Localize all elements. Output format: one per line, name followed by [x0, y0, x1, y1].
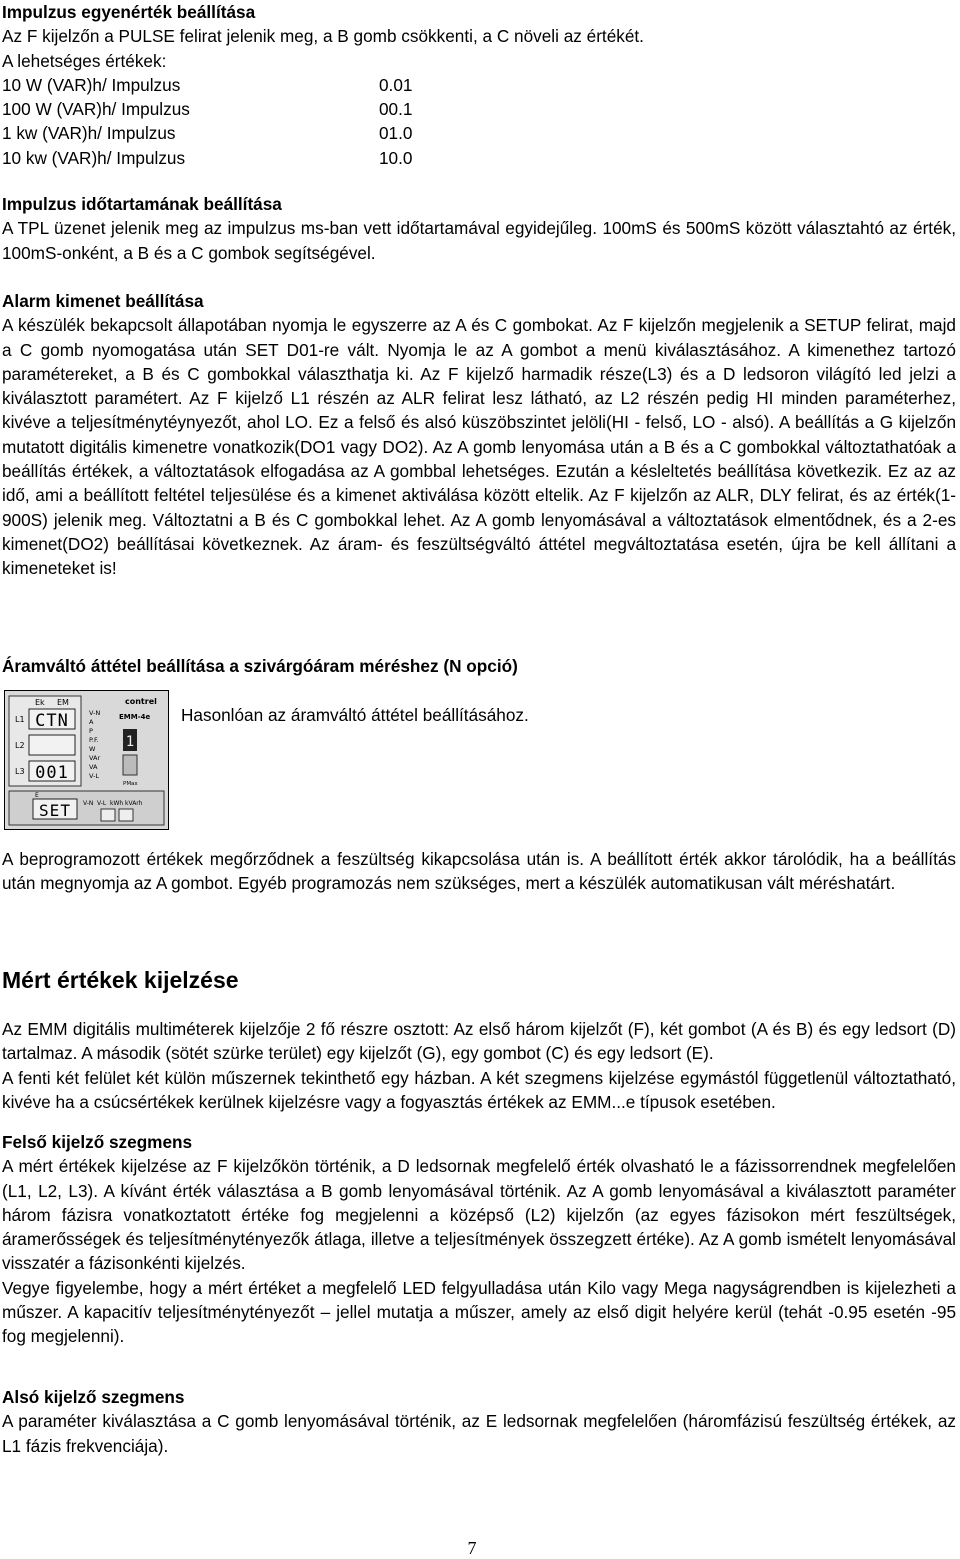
display-g-text: 1 — [125, 734, 135, 750]
value-row — [2, 146, 644, 170]
model-label: EMM-4e — [119, 713, 151, 721]
label-ek: Ek — [35, 698, 45, 707]
heading-measured-values: Mért értékek kijelzése — [2, 967, 239, 993]
device-drawing — [5, 691, 168, 829]
heading-lower-segment: Alsó kijelző szegmens — [2, 1387, 185, 1407]
display-l3-text: 001 — [35, 763, 69, 783]
paragraph: A készülék bekapcsolt állapotában nyomja le egyszerre az A és C gombokat. Az F kijelzőn megjelenik a SETUP felirat, majd a C gomb nyomogatása után SET D01-re vált. Nyomja le az A gombot a menü kiválasztásához. A kimenethez tartozó paramétereket, a B és C gombokkal választhatja ki. Az F kijelző harmadik része(L3) és a D ledsoron világító led jelzi a kiválasztott paramétert. Az F kijelző L1 részén az ALR felirat lesz látható, az L2 részén pedig HI minden paraméterhez, kivéve a teljesítménytéynyezőt, ahol LO. Ez a felső és alsó küszöbszintet jelöli(HI - felső, LO - alsó). A beállítás a G kijelzőn mutatott digitális kimenetre vonatkozik(DO1 vagy DO2). Az A gomb lenyomása után a B és a C gombokkal változtathatóak a beállítás értékek, a változtatások elfogadása az A gombbal lehetséges. Ezután a késleltetés beállítása következik. Ez az az idő, ami a beállított feltétel teljesülése és a kimenet aktiválása között eltelik. Az F kijelzőn az ALR, DLY felirat, és az érték(1-900S) jelenik meg. Változtatni a B és C gombokkal lehet. Az A gomb lenyomásával a változtatások elmentődnek, és a 2-es kimenet(DO2) beállításai következnek. Az áram- és feszültségváltó áttétel megváltoztatása esetén, újra be kell állítani a kimeneteket is! — [2, 315, 956, 579]
row-value: 01.0 — [379, 123, 413, 144]
row-value: 10.0 — [379, 147, 413, 168]
value-row — [2, 121, 644, 145]
paragraph: A mért értékek kijelzése az F kijelzőkön történik, a D ledsornak megfelelő érték olvasható le a fázissorrendnek megfelelően (L1, L2, L3). A kívánt érték választása a B gomb lenyomásával történik. Az A gomb lenyomásával a kiválasztott paraméter három fázisra vonatkoztatott értéke fog megjelenni a középső (L2) kijelzőn (az egyes fázisokon mért feszültségek, áramerősségek és teljesítménytényezők átlaga, illetve a teljesítmények összegzett értéke). Az A gomb ismételt lenyomásával visszatér a fázisonkénti kijelzés. — [2, 1156, 956, 1274]
heading-ct-ratio-leakage: Áramváltó áttétel beállítása a szivárgóáram méréshez (N opció) — [2, 656, 518, 676]
led-label: V-N — [89, 709, 101, 717]
heading-upper-segment: Felső kijelző szegmens — [2, 1132, 193, 1152]
button-b — [119, 809, 133, 821]
led-label: VA — [89, 763, 98, 771]
led-label: W — [89, 745, 96, 753]
bottom-label: kWh — [110, 800, 124, 807]
label-l1: L1 — [15, 715, 25, 724]
led-label: V-L — [89, 772, 100, 780]
value-row — [2, 73, 644, 97]
section-impulse-duration — [2, 192, 956, 265]
row-value: 00.1 — [379, 99, 413, 120]
row-label: 100 W (VAR)h/ Impulzus — [2, 99, 190, 120]
brand-logo: contrel — [125, 697, 157, 706]
device-front-panel — [4, 690, 169, 830]
value-row — [2, 97, 644, 121]
bottom-label: kVArh — [125, 800, 143, 807]
text-line: Az F kijelzőn a PULSE felirat jelenik meg, a B gomb csökkenti, a C növeli az értékét. — [2, 26, 644, 47]
label-l2: L2 — [15, 741, 25, 750]
section-alarm-output — [2, 289, 956, 581]
row-label: 10 W (VAR)h/ Impulzus — [2, 74, 181, 95]
row-label: 10 kw (VAR)h/ Impulzus — [2, 147, 186, 168]
device-note: Hasonlóan az áramváltó áttétel beállításához. — [181, 705, 529, 725]
lower-area — [9, 791, 164, 825]
led-label: P.F. — [89, 736, 99, 744]
paragraph: A beprogramozott értékek megőrződnek a feszültség kikapcsolása után is. A beállított érték akkor tárolódik, ha a beállítás után megnyomja az A gombot. Egyéb programozás nem szükséges, mert a készülék automatikusan vált méréshatárt. — [2, 849, 956, 894]
button-c — [123, 755, 137, 775]
text-line: A lehetséges értékek: — [2, 50, 167, 71]
display-f4-text: SET — [39, 801, 71, 820]
bottom-label: V-N — [83, 800, 94, 807]
led-label: VAr — [89, 754, 101, 762]
button-a — [101, 809, 115, 821]
paragraph: A paraméter kiválasztása a C gomb lenyomásával történik, az E ledsornak megfelelően (háromfázisú feszültség értékek, az L1 fázis frekvenciája). — [2, 1411, 956, 1456]
heading-impulse-duration: Impulzus időtartamának beállítása — [2, 194, 282, 214]
paragraph: A TPL üzenet jelenik meg az impulzus ms-ban vett időtartamával egyidejűleg. 100mS és 500mS között választahtó az érték, 100mS-onként, a B és a C gombok segítségével. — [2, 218, 956, 263]
paragraph: A fenti két felület két külön műszernek tekinthető egy házban. A két szegmens kijelzése egymástól függetlenül változtatható, kivéve ha a csúcsértékek kerülnek kijelzésre vagy a fogyasztás értékek az EMM...e típusok esetében. — [2, 1067, 956, 1112]
bottom-label: V-L — [97, 800, 107, 807]
led-label: A — [89, 718, 94, 726]
section-upper-segment — [2, 1130, 956, 1349]
led-label: P — [89, 727, 93, 735]
section-lower-segment — [2, 1385, 956, 1458]
display-l2 — [29, 735, 75, 755]
display-l1-text: CTN — [35, 711, 69, 731]
pmax-label: PMax — [123, 781, 138, 787]
label-l3: L3 — [15, 767, 25, 776]
section-impulse-value — [2, 0, 644, 170]
row-label: 1 kw (VAR)h/ Impulzus — [2, 123, 176, 144]
label-e: E — [35, 792, 39, 799]
paragraph: Vegye figyelembe, hogy a mért értéket a megfelelő LED felgyulladása után Kilo vagy Mega nagyságrendben is kijelezheti a műszer. A kapacitív teljesítménytényezőt – jellel mutatja a műszer, amely az első digit helyére kerül (tehát -0.95 esetén -95 fog megjelenni). — [2, 1277, 956, 1347]
section-measured-values — [2, 943, 956, 1114]
paragraph: Az EMM digitális multiméterek kijelzője 2 fő részre osztott: Az első három kijelzőt (F), két gombot (A és B) és egy ledsort (D) tartalmaz. A második (sötét szürke terület) egy kijelzőt (G), egy gombot (C) és egy ledsort (E). — [2, 1019, 956, 1064]
heading-impulse-value: Impulzus egyenérték beállítása — [2, 2, 256, 22]
page-number: 7 — [467, 1538, 477, 1558]
row-value: 0.01 — [379, 74, 413, 95]
label-em: EM — [57, 698, 69, 707]
heading-alarm-output: Alarm kimenet beállítása — [2, 291, 204, 311]
